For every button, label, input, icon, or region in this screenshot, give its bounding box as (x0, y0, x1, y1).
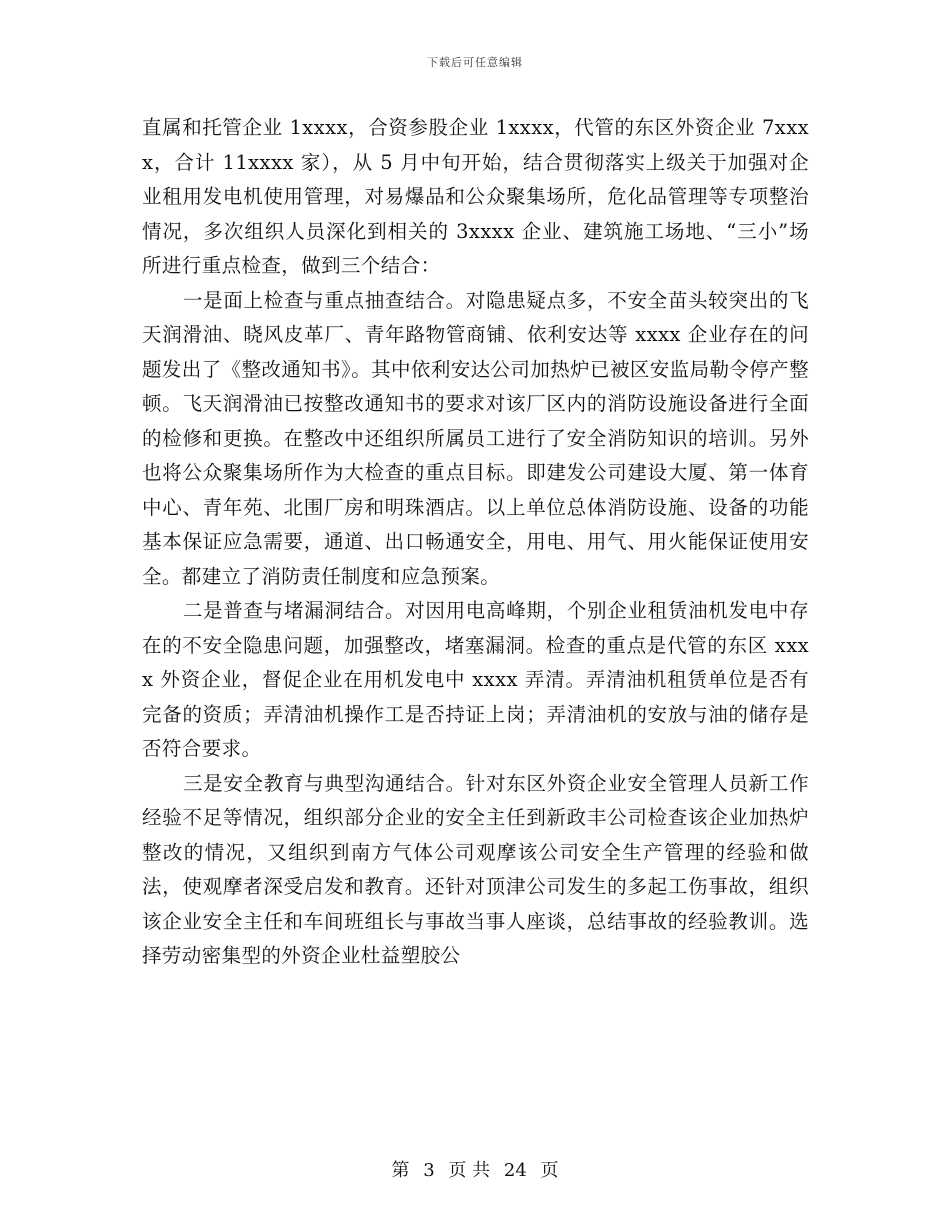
paragraph-third-combination: 三是安全教育与典型沟通结合。针对东区外资企业安全管理人员新工作经验不足等情况，组织部分企业的安全主任到新政丰公司检查该企业加热炉整改的情况，又组织到南方气体公司观摩该公司安全生产管理的经验和做法，使观摩者深受启发和教育。还针对顶津公司发生的多起工伤事故，组织该企业安全主任和车间班组长与事故当事人座谈，总结事故的经验教训。选择劳动密集型的外资企业杜益塑胶公 (142, 771, 809, 967)
page-footer (0, 1156, 950, 1182)
footer-suffix: 页 (540, 1160, 559, 1181)
footer-middle: 页 共 (448, 1160, 491, 1181)
document-body (142, 111, 809, 974)
paragraph-first-combination: 一是面上检查与重点抽查结合。对隐患疑点多，不安全苗头较突出的飞天润滑油、晓风皮革厂、青年路物管商铺、依利安达等 xxxx 企业存在的问题发出了《整改通知书》。其中依利安达公司加热炉已被区安监局勒令停产整顿。飞天润滑油已按整改通知书的要求对该厂区内的消防设施设备进行全面的检修和更换。在整改中还组织所属员工进行了安全消防知识的培训。另外也将公众聚集场所作为大检查的重点目标。即建发公司建设大厦、第一体育中心、青年苑、北围厂房和明珠酒店。以上单位总体消防设施、设备的功能基本保证应急需要，通道、出口畅通安全，用电、用气、用火能保证使用安全。都建立了消防责任制度和应急预案。 (142, 288, 809, 588)
paragraph-second-combination: 二是普查与堵漏洞结合。对因用电高峰期，个别企业租赁油机发电中存在的不安全隐患问题，加强整改，堵塞漏洞。检查的重点是代管的东区 xxxx 外资企业，督促企业在用机发电中 xxxx 弄清。弄清油机租赁单位是否有完备的资质；弄清油机操作工是否持证上岗；弄清油机的安放与油的储存是否符合要求。 (142, 599, 809, 760)
page-header: 下载后可任意编辑 (427, 56, 523, 69)
paragraph-intro-continued: 直属和托管企业 1xxxx，合资参股企业 1xxxx，代管的东区外资企业 7xxxx，合计 11xxxx 家），从 5 月中旬开始，结合贯彻落实上级关于加强对企业租用发电机使用管理，对易爆品和公众聚集场所，危化品管理等专项整治情况，多次组织人员深化到相关的 3xxxx 企业、建筑施工场地、“三小”场所进行重点检查，做到三个结合： (142, 116, 809, 277)
footer-current-page: 3 (423, 1160, 435, 1181)
footer-prefix: 第 (391, 1160, 410, 1181)
footer-total-pages: 24 (503, 1160, 527, 1181)
